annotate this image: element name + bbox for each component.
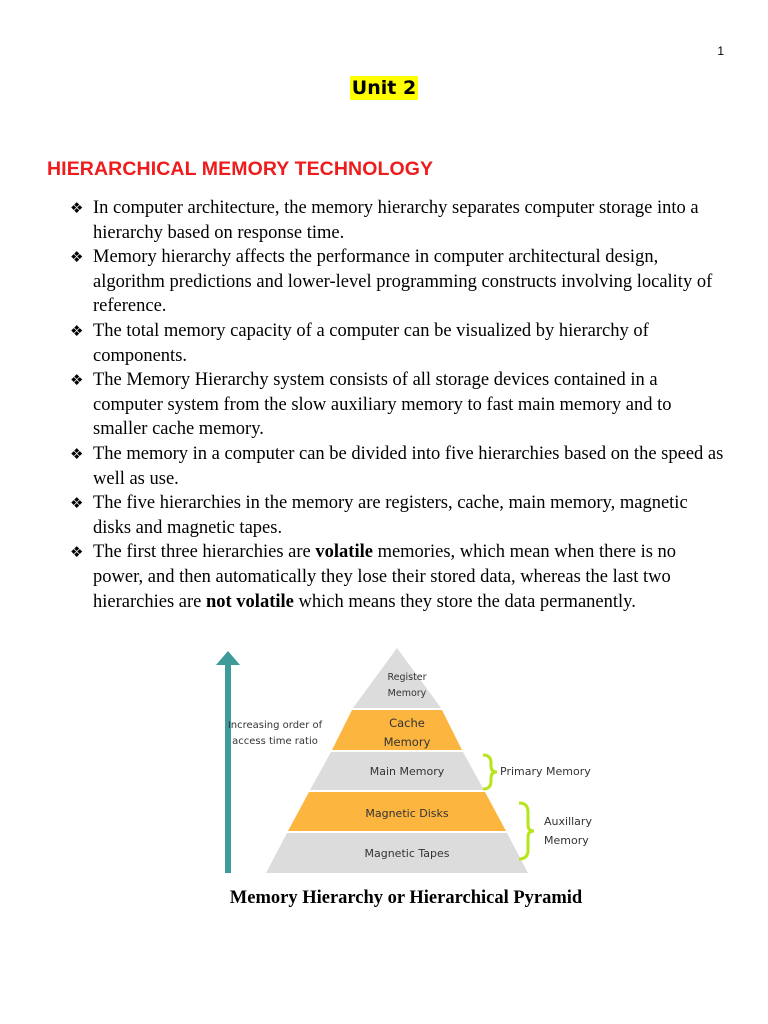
list-item [70, 442, 730, 491]
list-item [70, 491, 730, 540]
volatile-term: volatile [315, 542, 373, 563]
list-item [70, 196, 730, 245]
diamond-bullet-icon: ❖ [70, 321, 84, 340]
bullet-text: The Memory Hierarchy system consists of all storage devices contained in a computer system from the slow auxiliary memory to fast main memory and to smaller cache memory. [93, 370, 672, 440]
unit-title-text: Unit 2 [351, 77, 417, 99]
level-register-line1: Register [387, 672, 427, 683]
level-register-line2: Memory [387, 688, 427, 699]
diamond-bullet-icon: ❖ [70, 371, 84, 390]
arrow-label-line1: Increasing order of [227, 720, 323, 731]
level-main-label: Main Memory [369, 765, 445, 778]
bullet-text: In computer architecture, the memory hierarchy separates computer storage into a hierarchy based on response time. [93, 198, 699, 243]
section-heading: HIERARCHICAL MEMORY TECHNOLOGY [47, 158, 434, 180]
diamond-bullet-icon: ❖ [70, 494, 84, 513]
list-item [70, 368, 730, 442]
bullet-text: The memory in a computer can be divided into five hierarchies based on the speed as well as use. [93, 443, 724, 489]
primary-memory-brace [483, 755, 497, 789]
primary-memory-label: Primary Memory [500, 765, 591, 778]
bullet-text-part: memories, which mean when there is no power, and then automatically they lose their stored data, whereas the last two hierarchies are [93, 542, 677, 612]
bullet-text-part: The first three hierarchies are [93, 542, 316, 563]
memory-hierarchy-diagram [210, 645, 610, 880]
bullet-text: Memory hierarchy affects the performance in computer architectural design, algorithm predictions and lower-level programming constructs involving locality of reference. [93, 247, 713, 317]
memory-pyramid-svg [210, 645, 610, 880]
auxiliary-memory-label-line1: Auxillary [544, 815, 592, 828]
list-item [70, 245, 730, 319]
figure-caption: Memory Hierarchy or Hierarchical Pyramid [229, 888, 583, 908]
list-item [70, 540, 730, 614]
level-cache-line1: Cache [389, 716, 425, 730]
diamond-bullet-icon: ❖ [70, 543, 84, 562]
bullet-text: The total memory capacity of a computer can be visualized by hierarchy of components. [93, 320, 649, 366]
unit-title [0, 77, 768, 99]
diamond-bullet-icon: ❖ [70, 199, 84, 217]
bullet-text-part: which means they store the data permanently. [293, 591, 636, 612]
level-cache-line2: Memory [383, 735, 431, 749]
list-item [70, 319, 730, 368]
bullet-list [70, 196, 730, 614]
not-volatile-term: not volatile [205, 591, 294, 612]
auxiliary-memory-label-line2: Memory [544, 834, 589, 847]
auxiliary-memory-brace [519, 803, 534, 859]
page-number: 1 [717, 44, 724, 58]
diamond-bullet-icon: ❖ [70, 248, 84, 267]
arrow-label-line2: access time ratio [232, 736, 318, 747]
access-time-arrow-head [216, 651, 240, 665]
level-disks-label: Magnetic Disks [365, 807, 449, 820]
bullet-text: The five hierarchies in the memory are registers, cache, main memory, magnetic disks and magnetic tapes. [93, 493, 688, 538]
diamond-bullet-icon: ❖ [70, 444, 84, 463]
level-tapes-label: Magnetic Tapes [364, 847, 450, 860]
